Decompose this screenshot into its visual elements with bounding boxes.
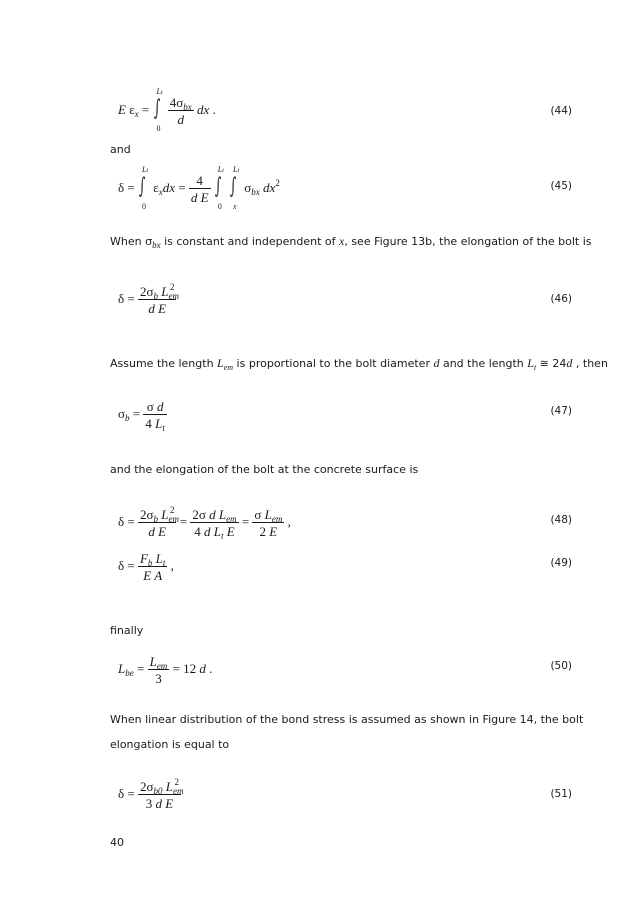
equation-number-47: (47) (550, 405, 572, 417)
equation-47: $\sigma_b$ = $\frac{\text{σ d}}{4 L_t}$ (118, 399, 165, 433)
paragraph-and: and (110, 143, 131, 156)
equation-44: E $\varepsilon_x$ = ∫ Lt 0 $\frac{4\sigma_{bx}}{d}$ dx . (118, 87, 216, 133)
equation-number-44: (44) (550, 105, 572, 117)
equation-51: δ = $\frac{2\sigma_{b0} L_{em}^2}{\text{3 d E}}$ (118, 777, 184, 811)
equation-48: δ = $\frac{2\sigma_b L_{em}^2}{\text{d E}}$ = $\frac{2\sigma d L_{em}}{4 d L_t E}$ = $\frac{\sigma L_{em}}{2 E}$ , (118, 505, 291, 541)
equation-50: $L_{be}$ = $\frac{L_{em}}{3}$ = 12 d . (118, 654, 213, 686)
equation-number-48: (48) (550, 514, 572, 526)
paragraph-finally: finally (110, 624, 144, 637)
paragraph-linear-distribution-line1: When linear distribution of the bond stress is assumed as shown in Figure 14, the bolt (110, 713, 584, 726)
paragraph-constant-bond-stress: When $\sigma_{bx}$ is constant and independent of x, see Figure 13b, the elongation of the bolt is (110, 234, 592, 250)
paragraph-elongation-at-surface: and the elongation of the bolt at the concrete surface is (110, 463, 419, 476)
paragraph-assume-length: Assume the length $L_{em}$ is proportional to the bolt diameter d and the length $L_t$ ≅ 24d , then (110, 356, 608, 372)
equation-number-49: (49) (550, 557, 572, 569)
equation-number-51: (51) (550, 788, 572, 800)
equation-number-46: (46) (550, 293, 572, 305)
equation-number-45: (45) (550, 180, 572, 192)
equation-49: δ = $\frac{F_b L_t}{\text{E A}}$ , (118, 551, 174, 583)
page-number: 40 (110, 836, 124, 849)
equation-number-50: (50) (550, 660, 572, 672)
paragraph-linear-distribution-line2: elongation is equal to (110, 738, 230, 751)
equation-45: δ = ∫ Lt 0 $\varepsilon_xdx$ = $\frac{4}{\text{d E}}$ ∫ Lt 0 ∫ Lt x $\sigma_{bx}$ $dx^2$ (118, 165, 280, 211)
equation-46: δ = $\frac{2\sigma_b L_{em}^2}{\text{d E}}$ (118, 282, 179, 316)
